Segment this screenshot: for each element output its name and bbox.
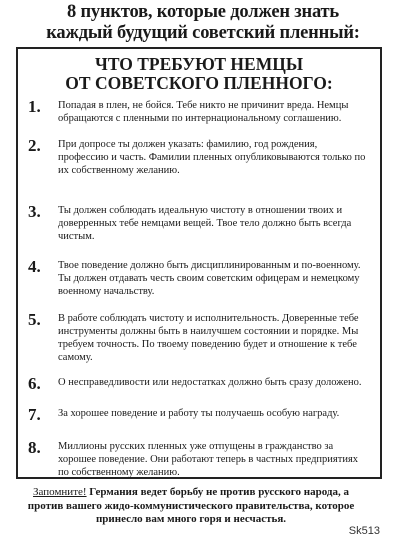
box-title: [18, 55, 380, 93]
item-text: В работе соблюдать чистоту и исполнительность. Доверенные тебе инструменты должны быть в наилучшем состоянии и порядке. Мы требуем точность. По твоему поведению будет и отношение к тебе самому.: [58, 313, 359, 363]
item-number: 7.: [28, 405, 41, 424]
item-number: 3.: [28, 202, 41, 221]
item-number: 6.: [28, 374, 41, 393]
item-text: Миллионы русских пленных уже отпущены в гражданство за хорошее поведение. Они работают теперь в частных предприятиях по собственному желанию.: [58, 441, 359, 478]
footer-note: [18, 486, 364, 527]
archive-mark: Sk513: [348, 525, 380, 537]
item-number: 8.: [28, 438, 41, 457]
page-title-line2: каждый будущий советский пленный:: [46, 23, 360, 43]
page-title: [18, 2, 388, 44]
item-number: 5.: [28, 310, 41, 329]
box-title-line2: ОТ СОВЕТСКОГО ПЛЕННОГО:: [65, 73, 333, 93]
item-number: 2.: [28, 136, 41, 155]
item-text: При допросе ты должен указать: фамилию, год рождения, профессию и часть. Фамилии пленных опубликовываются только по их собственному желанию.: [58, 139, 366, 176]
demands-box: [16, 47, 382, 479]
item-text: Твое поведение должно быть дисциплинированным и по-военному. Ты должен отдавать честь своим советским офицерам и немецкому военному начальству.: [58, 260, 361, 297]
item-text: За хорошее поведение и работу ты получаешь особую награду.: [58, 408, 340, 419]
item-number: 4.: [28, 257, 41, 276]
footer-text: Германия ведет борьбу не против русского народа, а против вашего жидо-коммунистического правительства, которое принесло вам много горя и несчастья.: [27, 486, 355, 525]
item-text: Попадая в плен, не бойся. Тебе никто не причинит вреда. Немцы обращаются с пленными по интернациональному соглашению.: [58, 100, 349, 124]
box-title-line1: ЧТО ТРЕБУЮТ НЕМЦЫ: [94, 54, 304, 74]
item-text: О несправедливости или недостатках должно быть сразу доложено.: [58, 377, 362, 388]
item-number: 1.: [28, 97, 41, 116]
footer-lead: Запомните!: [33, 486, 87, 498]
item-text: Ты должен соблюдать идеальную чистоту в отношении твоих и доверренных тебе немцами вещей. Твое тело должно быть всегда чистым.: [58, 205, 352, 242]
page-title-line1: 8 пунктов, которые должен знать: [66, 2, 339, 22]
